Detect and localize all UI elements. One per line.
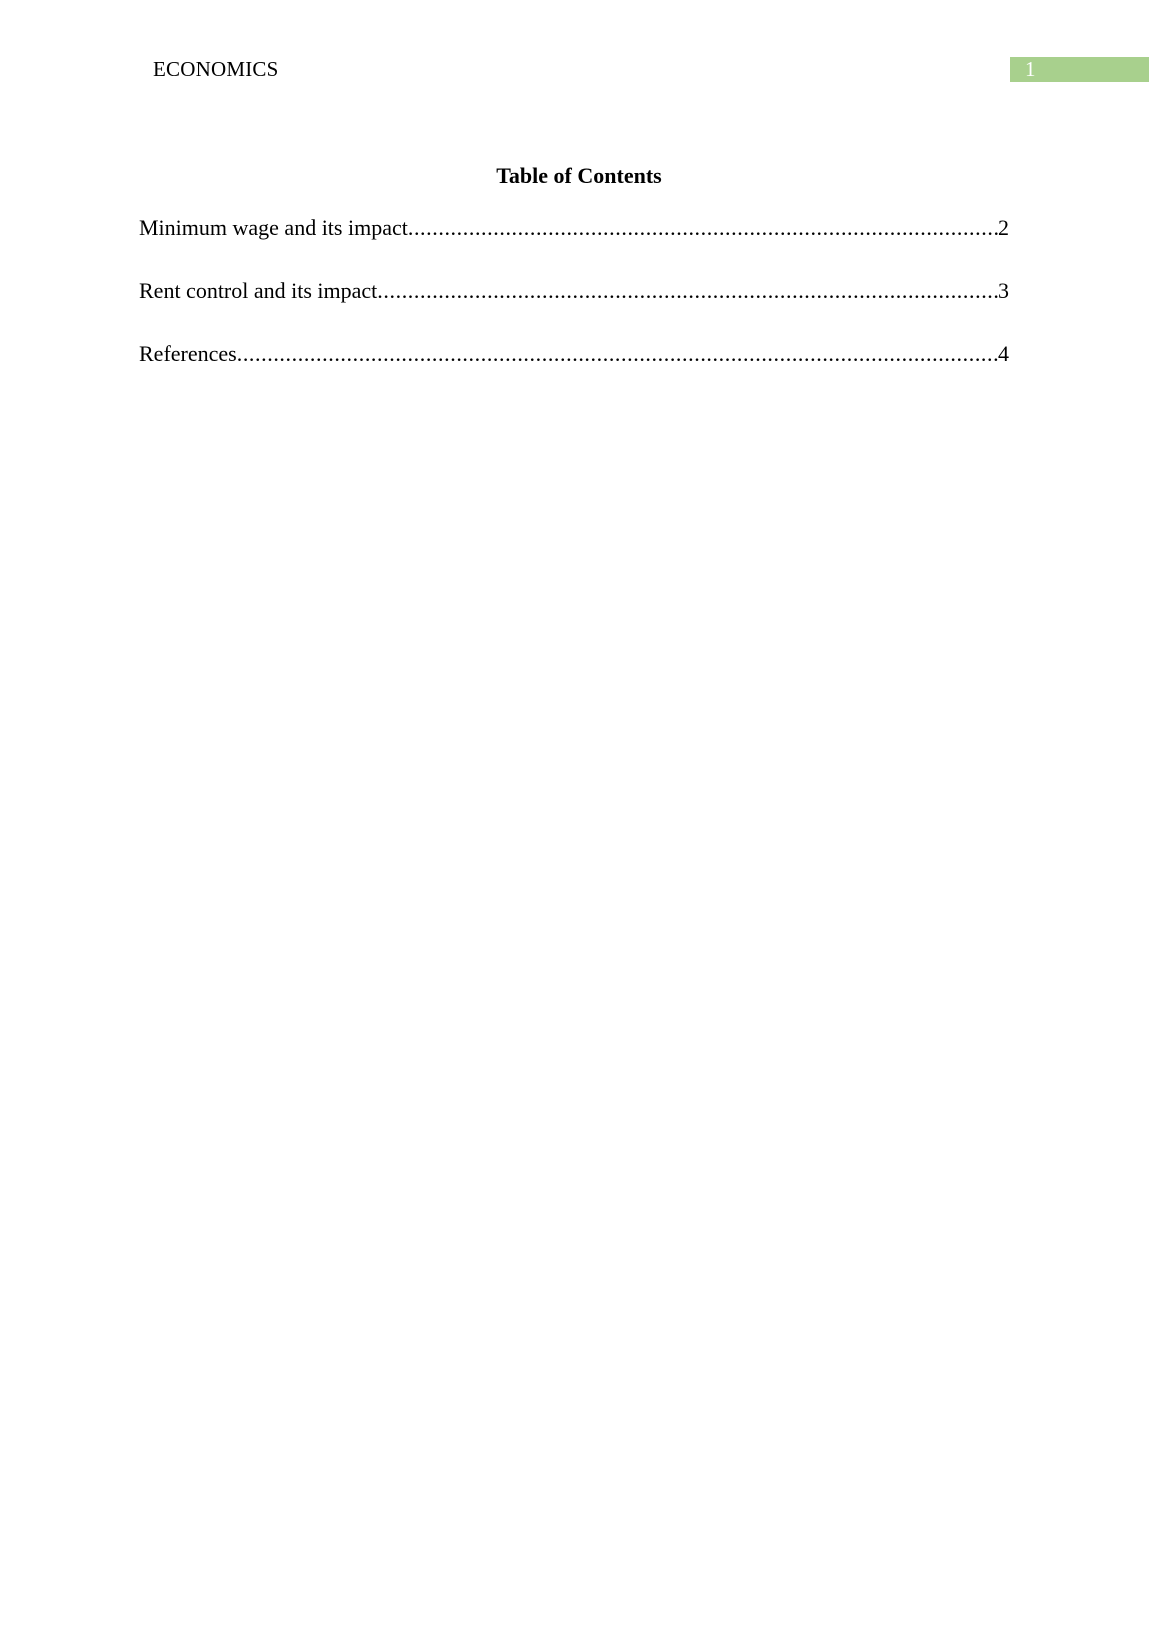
toc-entry-label: Minimum wage and its impact — [139, 215, 408, 240]
toc-leader-dots — [408, 214, 998, 242]
toc-entry-page: 4 — [998, 341, 1009, 366]
toc-leader-dots — [377, 277, 998, 305]
toc-list — [139, 214, 1009, 403]
running-header-title: ECONOMICS — [153, 57, 279, 81]
toc-entry[interactable] — [139, 340, 1009, 403]
toc-leader-dots — [237, 340, 998, 368]
toc-entry-page: 2 — [998, 215, 1009, 240]
toc-entry[interactable] — [139, 277, 1009, 340]
toc-entry-label: Rent control and its impact — [139, 278, 378, 303]
toc-heading: Table of Contents — [496, 163, 662, 188]
page-number-badge — [1010, 57, 1149, 82]
toc-entry-page: 3 — [998, 278, 1009, 303]
page-number: 1 — [1025, 57, 1036, 81]
toc-entry[interactable] — [139, 214, 1009, 277]
toc-entry-label: References — [139, 341, 237, 366]
